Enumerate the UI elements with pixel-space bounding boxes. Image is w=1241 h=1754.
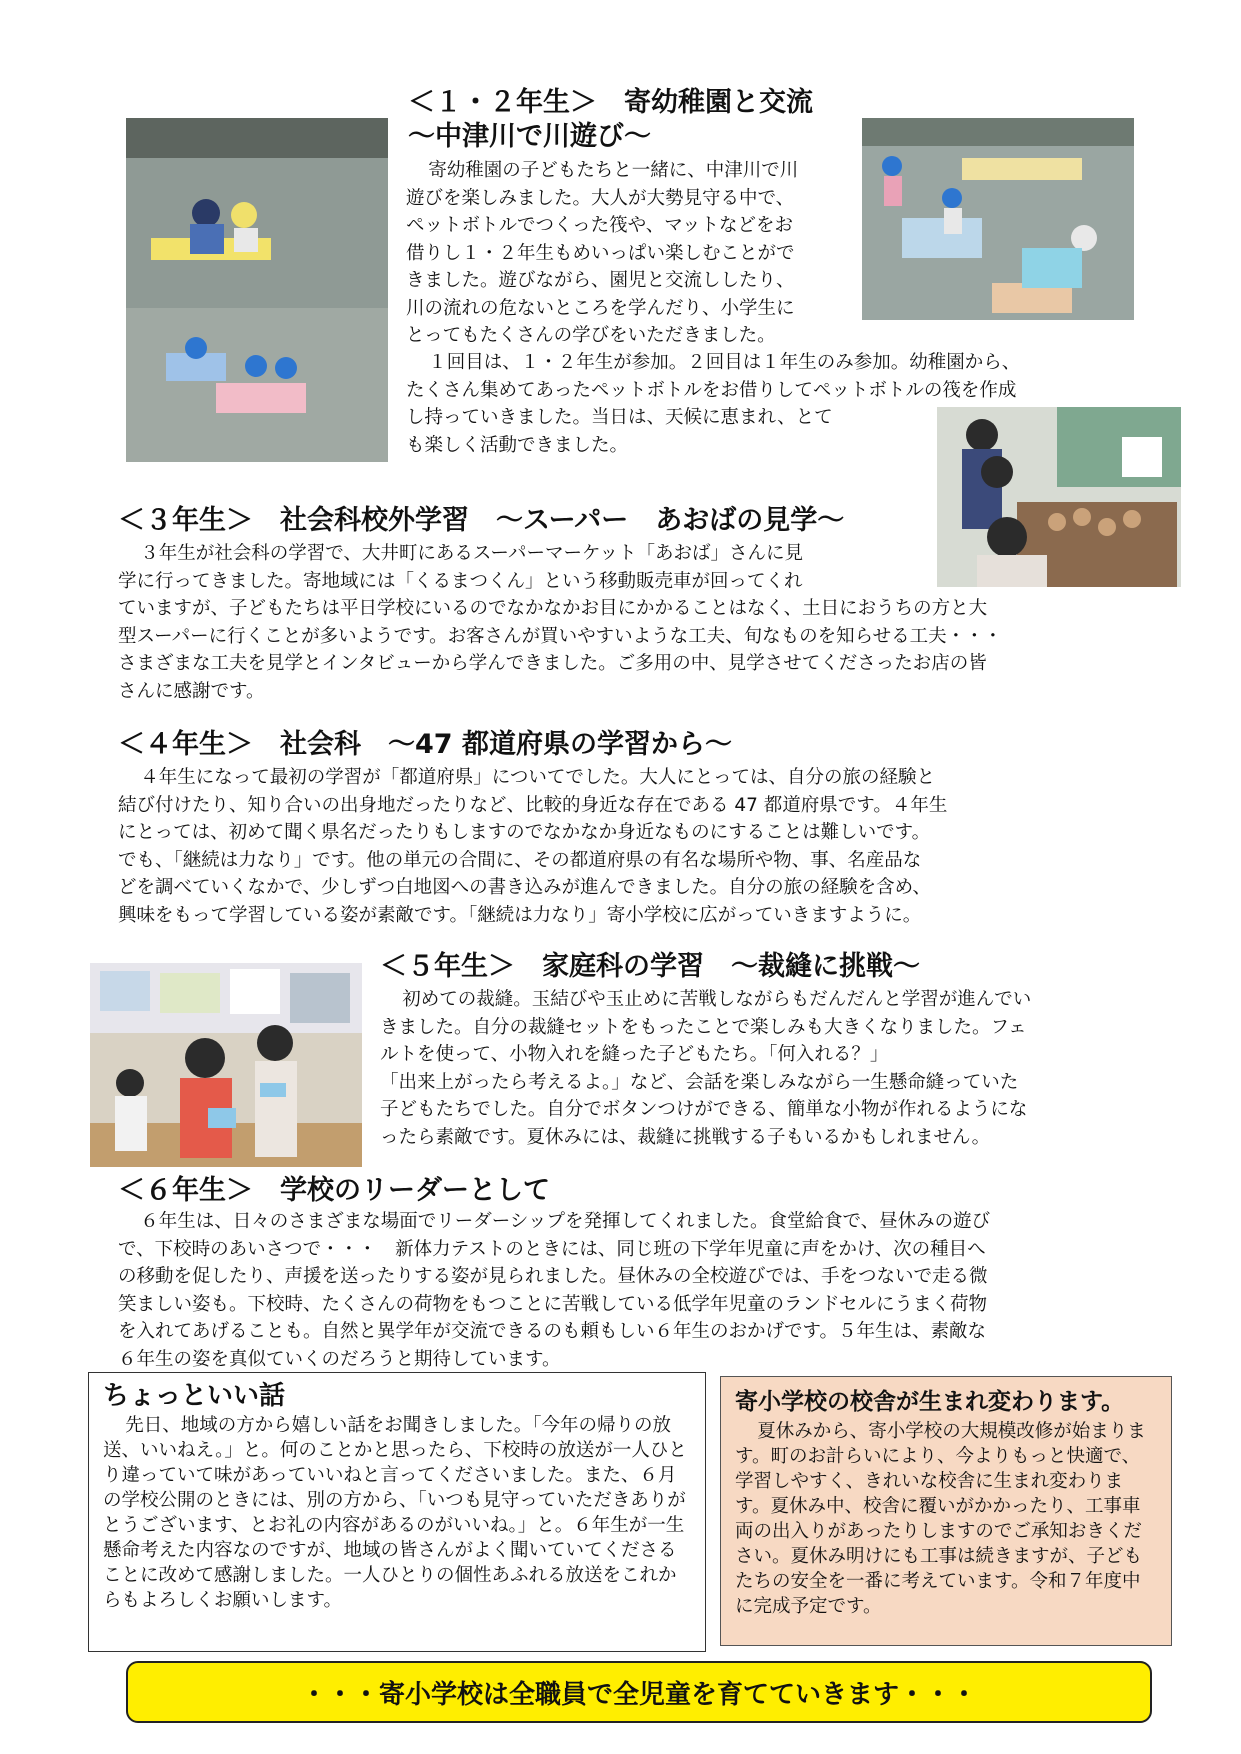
line: にとっては、初めて聞く県名だったりもしますのでなかなか身近なものにすることは難しいです。 [118,822,931,843]
line: の移動を促したり、声援を送ったりする姿が見られました。昼休みの全校遊びでは、手をつないで走る微 [118,1266,988,1287]
grade6-paragraph [118,1208,1138,1373]
line: を入れてあげることも。自然と異学年が交流できるのも頼もしい６年生のおかげです。５年生は、素敵な [118,1321,987,1342]
good-story-title: ちょっといい話 [103,1381,286,1411]
line: 子どもたちでした。自分でボタンつけができる、簡単な小物が作れるようにな [380,1099,1028,1120]
line: どを調べていくなかで、少しずつ白地図への書き込みが進んできました。自分の旅の経験を含め、 [118,877,931,898]
line: きました。自分の裁縫セットをもったことで楽しみも大きくなりました。フェ [380,1016,1027,1038]
grade3-title: ＜３年生＞ 社会科校外学習 〜スーパー あおばの見学〜 [118,505,845,536]
line: 学に行ってきました。寄地域には「くるまつくん」という移動販売車が回ってくれ [118,570,803,592]
line: ルトを使って、小物入れを縫った子どもたち。「何入れる？」 [380,1044,889,1065]
grade4-title: ＜４年生＞ 社会科 〜47 都道府県の学習から〜 [118,729,732,760]
line: 型スーパーに行くことが多いようです。お客さんが買いやすいような工夫、旬なものを知らせる工夫・・・ [118,625,1003,647]
grade12-title-line1: ＜１・２年生＞ 寄幼稚園と交流 [408,87,813,118]
line: 笑ましい姿も。下校時、たくさんの荷物をもつことに苦戦している低学年児童のランドセルにうまく荷物 [118,1293,987,1315]
grade5-paragraph [380,986,1138,1151]
grade4-paragraph [118,764,1138,929]
line: ６年生は、日々のさまざまな場面でリーダーシップを発揮してくれました。食堂給食で、昼休みの遊び [140,1211,991,1232]
motto-banner [126,1661,1152,1723]
river-photo-right [862,118,1134,320]
line: し持っていきました。当日は、天候に恵まれ、とて [406,407,833,428]
line: 遊びを楽しみました。大人が大勢見守る中で、 [406,187,795,209]
line: １回目は、１・２年生が参加。２回目は１年生のみ参加。幼稚園から、 [428,352,1021,373]
river-photo-left [126,118,388,462]
line: 寄幼稚園の子どもたちと一緒に、中津川で川 [428,160,799,181]
line: ていますが、子どもたちは平日学校にいるのでなかなかお目にかかることはなく、土日におうちの方と大 [118,598,988,619]
grade6-title: ＜６年生＞ 学校のリーダーとして [118,1175,550,1206]
line: たくさん集めてあったペットボトルをお借りしてペットボトルの筏を作成 [406,379,1017,401]
line: ったら素敵です。夏休みには、裁縫に挑戦する子もいるかもしれません。 [380,1126,991,1148]
line: ６年生の姿を真似ていくのだろうと期待しています。 [118,1348,561,1370]
good-story-box [88,1372,706,1652]
line: きました。遊びながら、園児と交流ししたり、 [406,270,795,291]
line: 川の流れの危ないところを学んだり、小学生に [406,297,795,319]
line: ペットボトルでつくった筏や、マットなどをお [406,215,794,236]
grade5-title: ＜５年生＞ 家庭科の学習 〜裁縫に挑戦〜 [380,951,920,982]
line: も楽しく活動できました。 [406,434,629,456]
good-story-body: 先日、地域の方から嬉しい話をお聞きしました。「今年の帰りの放送、いいねえ。」と。何のことかと思ったら、下校時の放送が一人ひとり違っていて味があっていいねと言ってくださいました。また、６月の学校公開のときには、別の方から、「いつも見守っていただきありがとうございます、とお礼の内容があるのがいいね。」と。６年生が一生懸命考えた内容なのですが、地域の皆さんがよく聞いていてくださることに改めて感謝しました。一人ひとりの個性あふれる放送をこれからもよろしくお願いします。 [103,1415,687,1611]
line: ４年生になって最初の学習が「都道府県」についてでした。大人にとっては、自分の旅の経験と [140,767,935,788]
line: 借りし１・２年生もめいっぱい楽しむことがで [406,242,795,264]
school-renewal-body: 夏休みから、寄小学校の大規模改修が始まります。町のお計らいにより、今よりもっと快適で、学習しやすく、きれいな校舎に生まれ変わります。夏休み中、校舎に覆いがかかったり、工事車両の出入りがあったりしますのでご承知おきください。夏休み明けにも工事は続きますが、子どもたちの安全を一番に考えています。令和７年度中に完成予定です。 [735,1421,1146,1617]
grade3-paragraph [118,540,1138,705]
grade12-paragraph1 [406,157,850,350]
line: 結び付けたり、知り合いの出身地だったりなど、比較的身近な存在である 47 都道府県です。４年生 [118,794,948,816]
line: 初めての裁縫。玉結びや玉止めに苦戦しながらもだんだんと学習が進んでい [402,989,1032,1010]
line: でも、「継続は力なり」です。他の単元の合間に、その都道府県の有名な場所や物、事、名産品な [118,849,922,871]
school-renewal-box [720,1376,1172,1646]
line: 興味をもって学習している姿が素敵です。「継続は力なり」寄小学校に広がっていきますように。 [118,904,922,926]
line: で、下校時のあいさつで・・・ 新体力テストのときには、同じ班の下学年児童に声をかけ、次の種目へ [118,1238,986,1260]
line: さまざまな工夫を見学とインタビューから学んできました。ご多用の中、見学させてくださったお店の皆 [118,653,987,674]
line: ３年生が社会科の学習で、大井町にあるスーパーマーケット「あおば」さんに見 [140,543,804,564]
sewing-photo [90,963,362,1167]
motto-text: ・・・寄小学校は全職員で全児童を育てていきます・・・ [300,1679,977,1710]
line: とってもたくさんの学びをいただきました。 [406,325,776,346]
line: 「出来上がったら考えるよ。」など、会話を楽しみながら一生懸命縫っていた [380,1071,1019,1093]
school-renewal-title: 寄小学校の校舎が生まれ変わります。 [735,1389,1125,1415]
grade12-title-line2: 〜中津川で川遊び〜 [408,121,651,152]
line: さんに感謝です。 [118,680,265,702]
